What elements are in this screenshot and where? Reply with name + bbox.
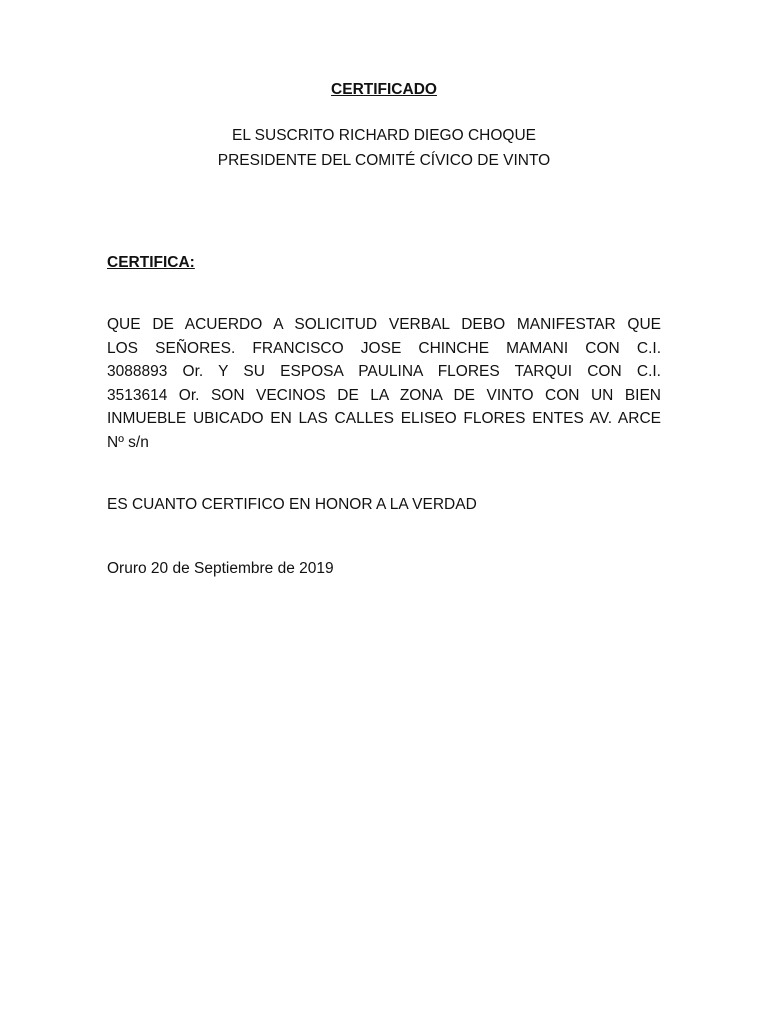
body-line: 3513614 Or. SON VECINOS DE LA ZONA DE VINTO CON UN BIEN bbox=[107, 386, 661, 404]
certifica-heading: CERTIFICA: bbox=[107, 254, 195, 271]
issuer-block bbox=[0, 123, 768, 173]
body-line: INMUEBLE UBICADO EN LAS CALLES ELISEO FLORES ENTES AV. ARCE bbox=[107, 410, 661, 427]
closing-statement: ES CUANTO CERTIFICO EN HONOR A LA VERDAD bbox=[107, 496, 477, 513]
body-line: LOS SEÑORES. FRANCISCO JOSE CHINCHE MAMANI CON C.I. bbox=[107, 339, 661, 357]
body-line-last: Nº s/n bbox=[107, 433, 149, 451]
document-title: CERTIFICADO bbox=[331, 81, 437, 98]
issuer-name-line: EL SUSCRITO RICHARD DIEGO CHOQUE bbox=[231, 127, 536, 144]
date-line: Oruro 20 de Septiembre de 2019 bbox=[107, 560, 334, 577]
body-line: 3088893 Or. Y SU ESPOSA PAULINA FLORES TARQUI CON C.I. bbox=[107, 363, 661, 380]
issuer-title-line: PRESIDENTE DEL COMITÉ CÍVICO DE VINTO bbox=[217, 152, 551, 169]
body-line: QUE DE ACUERDO A SOLICITUD VERBAL DEBO MANIFESTAR QUE bbox=[107, 316, 661, 333]
certificate-body bbox=[107, 313, 661, 454]
